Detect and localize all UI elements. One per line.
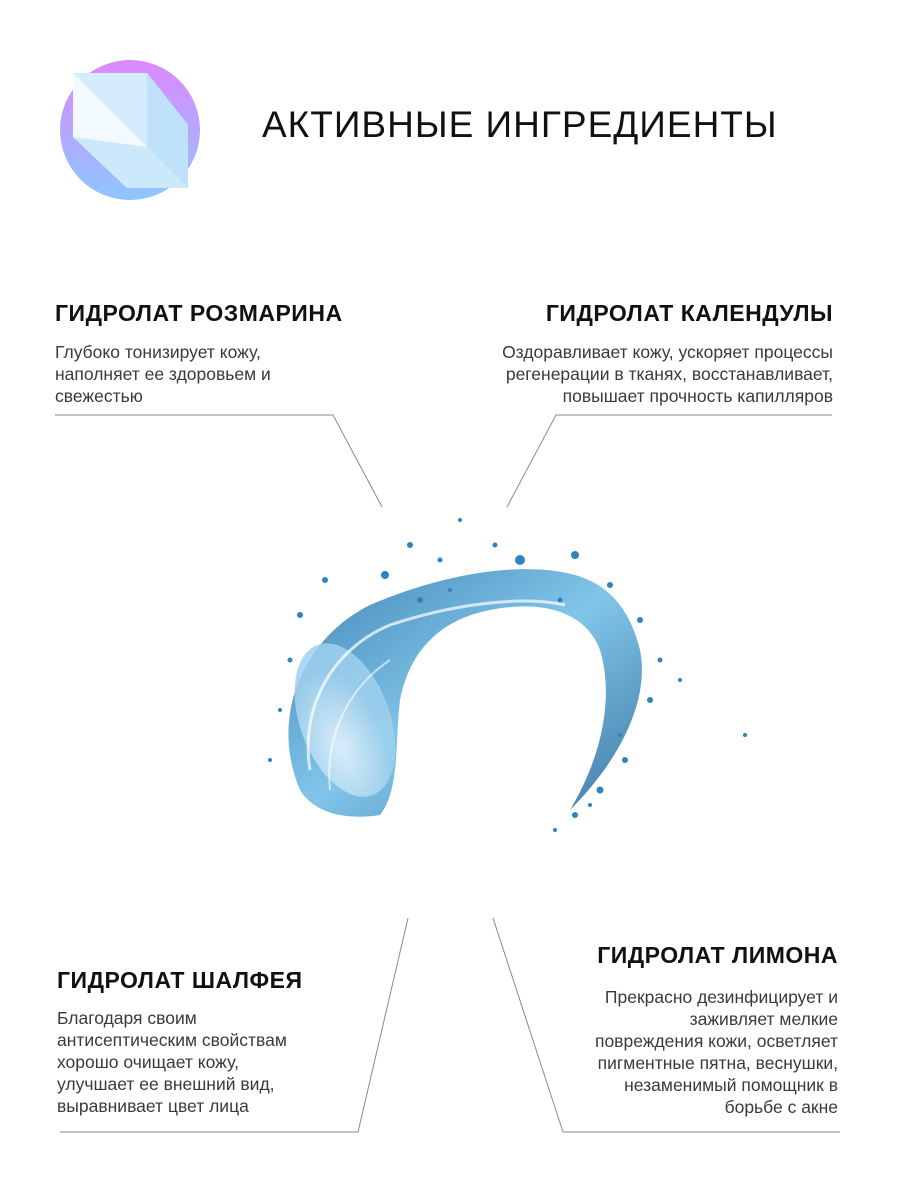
- ingredient-sage-description: [57, 1007, 357, 1117]
- description-line: регенерации в тканях, восстанавливает,: [505, 364, 833, 384]
- ingredient-calendula-title: ГИДРОЛАТ КАЛЕНДУЛЫ: [545, 300, 833, 326]
- connector-line-rosemary: [55, 415, 382, 507]
- logo-icon: [55, 55, 205, 205]
- description-line: борьбе с акне: [724, 1097, 838, 1117]
- description-line: заживляет мелкие: [689, 1009, 838, 1029]
- description-line: Прекрасно дезинфицирует и: [604, 987, 838, 1007]
- description-line: Глубоко тонизирует кожу,: [55, 342, 261, 362]
- description-line: антисептическим свойствам: [57, 1030, 287, 1050]
- ingredient-sage-title: ГИДРОЛАТ ШАЛФЕЯ: [57, 967, 303, 993]
- page-title: АКТИВНЫЕ ИНГРЕДИЕНТЫ: [262, 104, 778, 145]
- description-line: повреждения кожи, осветляет: [594, 1031, 838, 1051]
- ingredient-rosemary-description: [55, 341, 355, 407]
- ingredient-lemon-description: [520, 986, 838, 1118]
- description-line: наполняет ее здоровьем и: [55, 364, 271, 384]
- description-line: Благодаря своим: [57, 1008, 197, 1028]
- water-splash-icon: [268, 518, 747, 832]
- description-line: выравнивает цвет лица: [57, 1096, 249, 1116]
- description-line: улучшает ее внешний вид,: [57, 1074, 275, 1094]
- ingredient-lemon-title: ГИДРОЛАТ ЛИМОНА: [597, 942, 838, 968]
- description-line: хорошо очищает кожу,: [57, 1052, 239, 1072]
- ingredient-rosemary-title: ГИДРОЛАТ РОЗМАРИНА: [55, 300, 343, 326]
- description-line: свежестью: [55, 386, 143, 406]
- connector-line-calendula: [507, 415, 832, 507]
- ingredient-calendula-description: [420, 341, 833, 407]
- description-line: пигментные пятна, веснушки,: [597, 1053, 838, 1073]
- description-line: незаменимый помощник в: [624, 1075, 838, 1095]
- description-line: Оздоравливает кожу, ускоряет процессы: [502, 342, 833, 362]
- description-line: повышает прочность капилляров: [562, 386, 833, 406]
